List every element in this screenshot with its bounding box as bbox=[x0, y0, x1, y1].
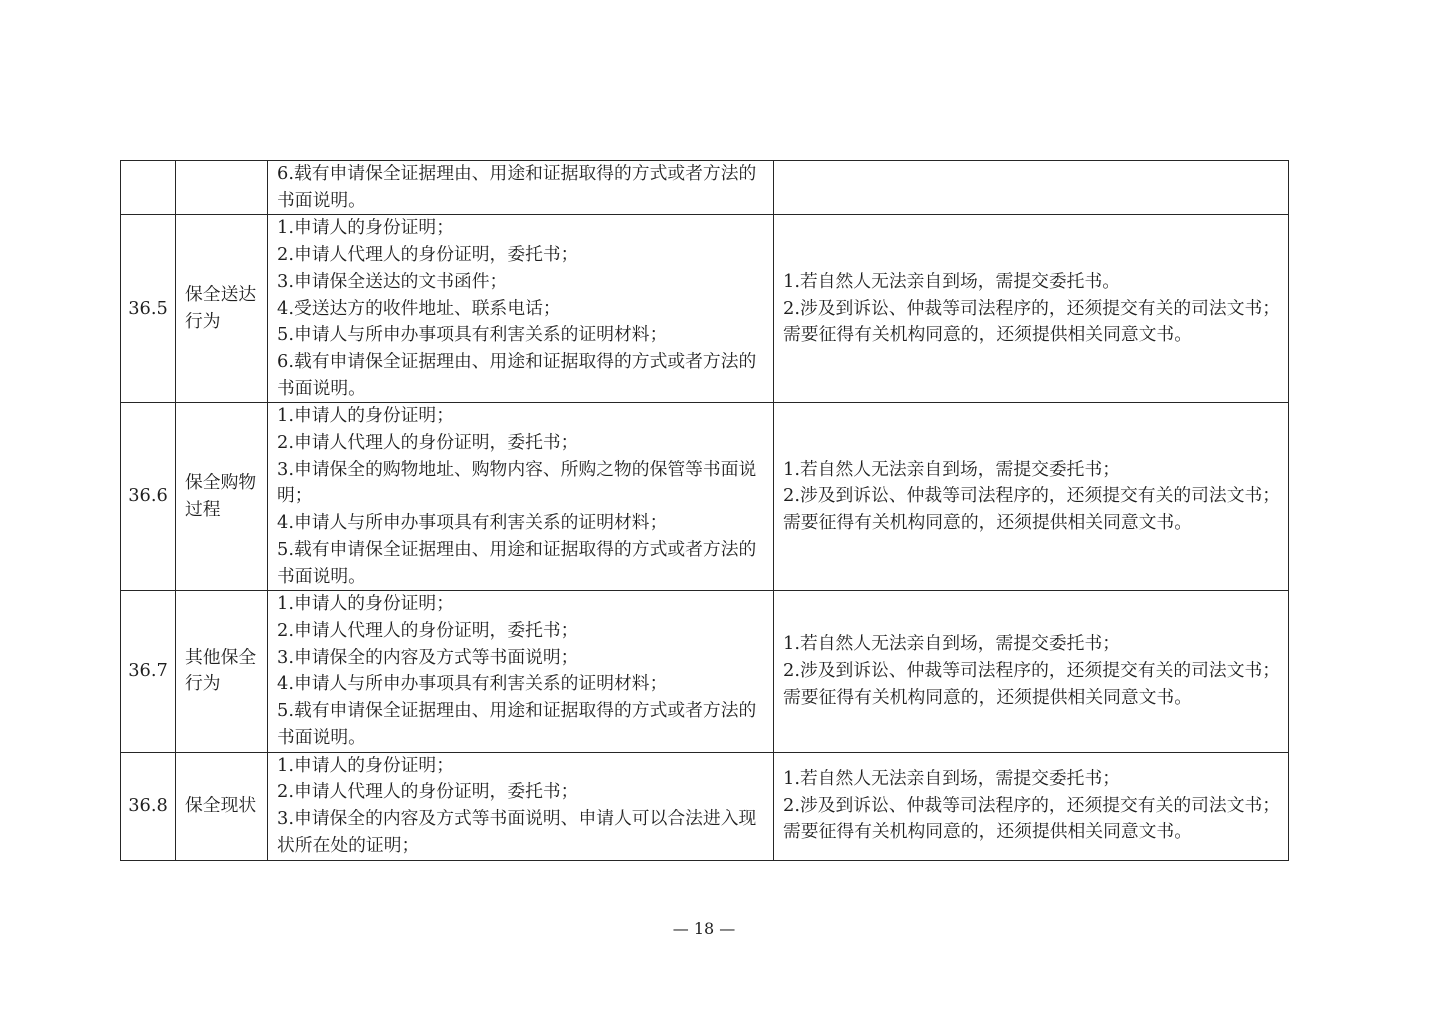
material-line: 状所在处的证明； bbox=[277, 834, 420, 856]
item-name-line: 其他保全 bbox=[185, 646, 257, 668]
material-line: 3.申请保全的购物地址、购物内容、所购之物的保管等书面说 bbox=[277, 458, 757, 480]
table-row-36-5 bbox=[121, 215, 1289, 403]
note-line: 2.涉及到诉讼、仲裁等司法程序的，还须提交有关的司法文书； bbox=[783, 485, 1281, 507]
materials-cell bbox=[268, 752, 774, 860]
notes-cell bbox=[774, 161, 1289, 215]
item-name-cell bbox=[176, 403, 268, 591]
notes-cell bbox=[774, 403, 1289, 591]
material-line: 书面说明。 bbox=[277, 726, 366, 748]
material-line: 1.申请人的身份证明； bbox=[277, 754, 454, 776]
item-number: 36.6 bbox=[121, 403, 176, 591]
material-line: 3.申请保全的内容及方式等书面说明、申请人可以合法进入现 bbox=[277, 808, 757, 830]
table-row-continued bbox=[121, 161, 1289, 215]
note-line: 需要征得有关机构同意的，还须提供相关同意文书。 bbox=[783, 821, 1192, 843]
notes-cell bbox=[774, 591, 1289, 752]
material-line: 3.申请保全的内容及方式等书面说明； bbox=[277, 646, 579, 668]
materials-cell bbox=[268, 591, 774, 752]
item-name-cell bbox=[176, 161, 268, 215]
material-line: 6.载有申请保全证据理由、用途和证据取得的方式或者方法的 bbox=[277, 350, 757, 372]
material-line: 3.申请保全送达的文书函件； bbox=[277, 270, 508, 292]
material-line: 4.申请人与所申办事项具有利害关系的证明材料； bbox=[277, 512, 668, 534]
note-line: 1.若自然人无法亲自到场，需提交委托书； bbox=[783, 633, 1121, 655]
table-row-36-7 bbox=[121, 591, 1289, 752]
item-number: 36.7 bbox=[121, 591, 176, 752]
material-line: 6.载有申请保全证据理由、用途和证据取得的方式或者方法的 bbox=[277, 163, 757, 184]
item-name-line: 保全购物 bbox=[185, 472, 257, 494]
material-line: 1.申请人的身份证明； bbox=[277, 593, 454, 615]
material-line: 1.申请人的身份证明； bbox=[277, 405, 454, 427]
item-number: 36.8 bbox=[121, 752, 176, 860]
item-name-cell bbox=[176, 215, 268, 403]
table-row-36-6 bbox=[121, 403, 1289, 591]
material-line: 5.申请人与所申办事项具有利害关系的证明材料； bbox=[277, 324, 668, 346]
item-name-cell bbox=[176, 591, 268, 752]
item-name-cell bbox=[176, 752, 268, 860]
item-number-cell bbox=[121, 161, 176, 215]
notes-cell bbox=[774, 215, 1289, 403]
materials-cell bbox=[268, 215, 774, 403]
page-number: — 18 — bbox=[672, 919, 736, 938]
item-number: 36.5 bbox=[121, 215, 176, 403]
item-name-line: 过程 bbox=[185, 498, 221, 520]
materials-cell bbox=[268, 161, 774, 215]
item-name-line: 行为 bbox=[185, 673, 221, 695]
note-line: 2.涉及到诉讼、仲裁等司法程序的，还须提交有关的司法文书； bbox=[783, 660, 1281, 682]
note-line: 2.涉及到诉讼、仲裁等司法程序的，还须提交有关的司法文书； bbox=[783, 794, 1281, 816]
material-line: 2.申请人代理人的身份证明，委托书； bbox=[277, 432, 579, 454]
notes-cell bbox=[774, 752, 1289, 860]
note-line: 2.涉及到诉讼、仲裁等司法程序的，还须提交有关的司法文书； bbox=[783, 297, 1281, 319]
material-line: 5.载有申请保全证据理由、用途和证据取得的方式或者方法的 bbox=[277, 700, 757, 722]
requirements-table bbox=[120, 160, 1289, 861]
material-line: 书面说明。 bbox=[277, 189, 366, 211]
note-line: 1.若自然人无法亲自到场，需提交委托书； bbox=[783, 458, 1121, 480]
material-line: 书面说明。 bbox=[277, 565, 366, 587]
note-line: 需要征得有关机构同意的，还须提供相关同意文书。 bbox=[783, 324, 1192, 346]
item-name-line: 行为 bbox=[185, 310, 221, 332]
note-line: 需要征得有关机构同意的，还须提供相关同意文书。 bbox=[783, 686, 1192, 708]
material-line: 明； bbox=[277, 485, 313, 507]
material-line: 2.申请人代理人的身份证明，委托书； bbox=[277, 244, 579, 266]
material-line: 2.申请人代理人的身份证明，委托书； bbox=[277, 781, 579, 803]
materials-cell bbox=[268, 403, 774, 591]
material-line: 2.申请人代理人的身份证明，委托书； bbox=[277, 620, 579, 642]
material-line: 4.申请人与所申办事项具有利害关系的证明材料； bbox=[277, 673, 668, 695]
material-line: 4.受送达方的收件地址、联系电话； bbox=[277, 297, 561, 319]
material-line: 书面说明。 bbox=[277, 377, 366, 399]
note-line: 1.若自然人无法亲自到场，需提交委托书。 bbox=[783, 270, 1121, 292]
material-line: 1.申请人的身份证明； bbox=[277, 217, 454, 239]
material-line: 5.载有申请保全证据理由、用途和证据取得的方式或者方法的 bbox=[277, 538, 757, 560]
item-name-line: 保全现状 bbox=[185, 794, 257, 816]
note-line: 需要征得有关机构同意的，还须提供相关同意文书。 bbox=[783, 512, 1192, 534]
note-line: 1.若自然人无法亲自到场，需提交委托书； bbox=[783, 767, 1121, 789]
table-row-36-8 bbox=[121, 752, 1289, 860]
item-name-line: 保全送达 bbox=[185, 284, 257, 306]
